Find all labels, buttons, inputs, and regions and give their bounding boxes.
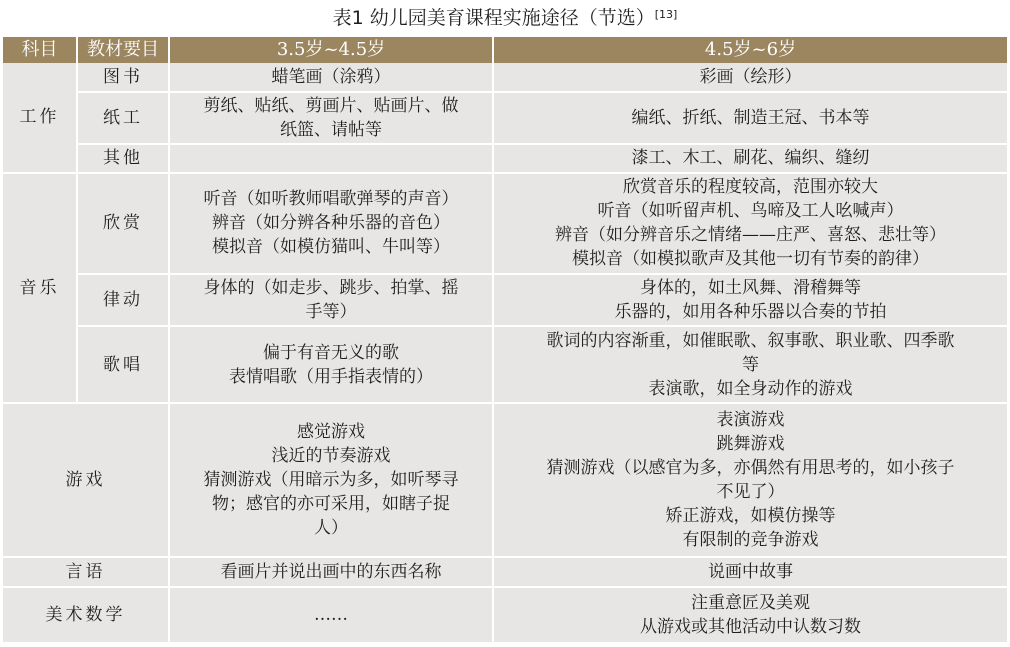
table-row	[3, 92, 1007, 145]
cell-line: 漆工、木工、刷花、编织、缝纫	[631, 148, 870, 169]
cell-line: 从游戏或其他活动中认数习数	[640, 617, 861, 638]
item-books: 图书	[77, 63, 169, 91]
category-language: 言语	[3, 557, 169, 587]
cell-singing-old	[493, 326, 1007, 403]
cell-line: 说画中故事	[708, 562, 793, 583]
cell-line: 表演歌，如全身动作的游戏	[648, 378, 853, 399]
item-paper: 纸工	[77, 92, 169, 145]
table-row	[3, 557, 1007, 587]
table-row	[3, 587, 1007, 643]
cell-line: 纸篮、请帖等	[280, 119, 382, 140]
table-row	[3, 144, 1007, 172]
cell-art-math-old	[493, 587, 1007, 643]
cell-rhythm-old	[493, 274, 1007, 327]
cell-line: 有限制的竞争游戏	[682, 530, 819, 551]
cell-line: 猜测游戏（用暗示为多，如听琴寻	[203, 470, 459, 491]
cell-line: 歌词的内容渐重，如催眠歌、叙事歌、职业歌、四季歌	[546, 330, 955, 351]
cell-singing-young	[169, 326, 493, 403]
cell-line: 彩画（绘形）	[699, 66, 802, 87]
table-title-ref: [13]	[654, 8, 678, 21]
item-rhythm: 律动	[77, 274, 169, 327]
cell-line: 看画片并说出画中的东西名称	[220, 562, 442, 583]
header-age-old: 4.5岁~6岁	[493, 37, 1007, 63]
cell-line: 身体的（如走步、跳步、拍掌、摇	[203, 277, 459, 298]
cell-line: ……	[314, 605, 348, 626]
cell-books-young	[169, 63, 493, 91]
item-singing: 歌唱	[77, 326, 169, 403]
cell-line: 辨音（如分辨各种乐器的音色）	[212, 213, 450, 234]
cell-games-young	[169, 403, 493, 557]
cell-paper-young	[169, 92, 493, 145]
category-games: 游戏	[3, 403, 169, 557]
category-music: 音乐	[3, 173, 77, 404]
cell-paper-old	[493, 92, 1007, 145]
cell-line: 跳舞游戏	[716, 434, 785, 455]
item-other: 其他	[77, 144, 169, 172]
cell-line: 编纸、折纸、制造王冠、书本等	[631, 107, 870, 128]
cell-line: 表演游戏	[716, 410, 785, 431]
header-material: 教材要目	[77, 37, 169, 63]
cell-other-old	[493, 144, 1007, 172]
table-header-row	[3, 37, 1007, 63]
cell-language-young	[169, 557, 493, 587]
cell-art-math-young	[169, 587, 493, 643]
cell-line: 蜡笔画（涂鸦）	[271, 66, 391, 87]
table-row	[3, 403, 1007, 557]
cell-language-old	[493, 557, 1007, 587]
cell-appreciation-young	[169, 173, 493, 274]
cell-line: 人）	[314, 518, 348, 539]
table-row	[3, 173, 1007, 274]
cell-line: 物；感官的亦可采用，如瞎子捉	[212, 494, 450, 515]
category-work: 工作	[3, 63, 77, 172]
table-row	[3, 274, 1007, 327]
category-art-math: 美术数学	[3, 587, 169, 643]
cell-line: 等	[742, 354, 759, 375]
cell-line: 表情唱歌（用手指表情的）	[229, 366, 433, 387]
cell-line: 感觉游戏	[297, 422, 365, 443]
item-appreciation: 欣赏	[77, 173, 169, 274]
table-row	[3, 326, 1007, 403]
cell-books-old	[493, 63, 1007, 91]
table-row	[3, 63, 1007, 91]
cell-line: 注重意匠及美观	[691, 593, 810, 614]
table-title-text: 表1 幼儿园美育课程实施途径（节选）	[332, 7, 655, 29]
cell-games-old	[493, 403, 1007, 557]
cell-line: 手等）	[305, 301, 357, 322]
cell-line: 剪纸、贴纸、剪画片、贴画片、做	[203, 95, 459, 116]
cell-line: 浅近的节奏游戏	[271, 446, 391, 467]
cell-line: 不见了）	[716, 482, 785, 503]
curriculum-table	[3, 37, 1007, 644]
cell-rhythm-young	[169, 274, 493, 327]
cell-line: 模拟音（如模仿猫叫、牛叫等）	[212, 237, 450, 258]
header-subject: 科目	[3, 37, 77, 63]
cell-appreciation-old	[493, 173, 1007, 274]
cell-line: 偏于有音无义的歌	[263, 342, 399, 363]
cell-other-young	[169, 144, 493, 172]
cell-line: 听音（如听教师唱歌弹琴的声音）	[203, 189, 459, 210]
cell-line: 欣赏音乐的程度较高，范围亦较大	[623, 177, 878, 198]
cell-line: 身体的，如土风舞、滑稽舞等	[640, 277, 861, 298]
cell-line: 听音（如听留声机、鸟啼及工人吆喊声）	[597, 201, 904, 222]
table-title	[0, 6, 1010, 30]
cell-line: 模拟音（如模拟歌声及其他一切有节奏的韵律）	[572, 249, 929, 270]
cell-line: 矫正游戏，如模仿操等	[665, 506, 836, 527]
cell-line: 乐器的，如用各种乐器以合奏的节拍	[614, 301, 887, 322]
header-age-young: 3.5岁~4.5岁	[169, 37, 493, 63]
cell-line: 猜测游戏（以感官为多，亦偶然有用思考的，如小孩子	[546, 458, 955, 479]
cell-line: 辨音（如分辨音乐之情绪——庄严、喜怒、悲壮等）	[555, 225, 946, 246]
